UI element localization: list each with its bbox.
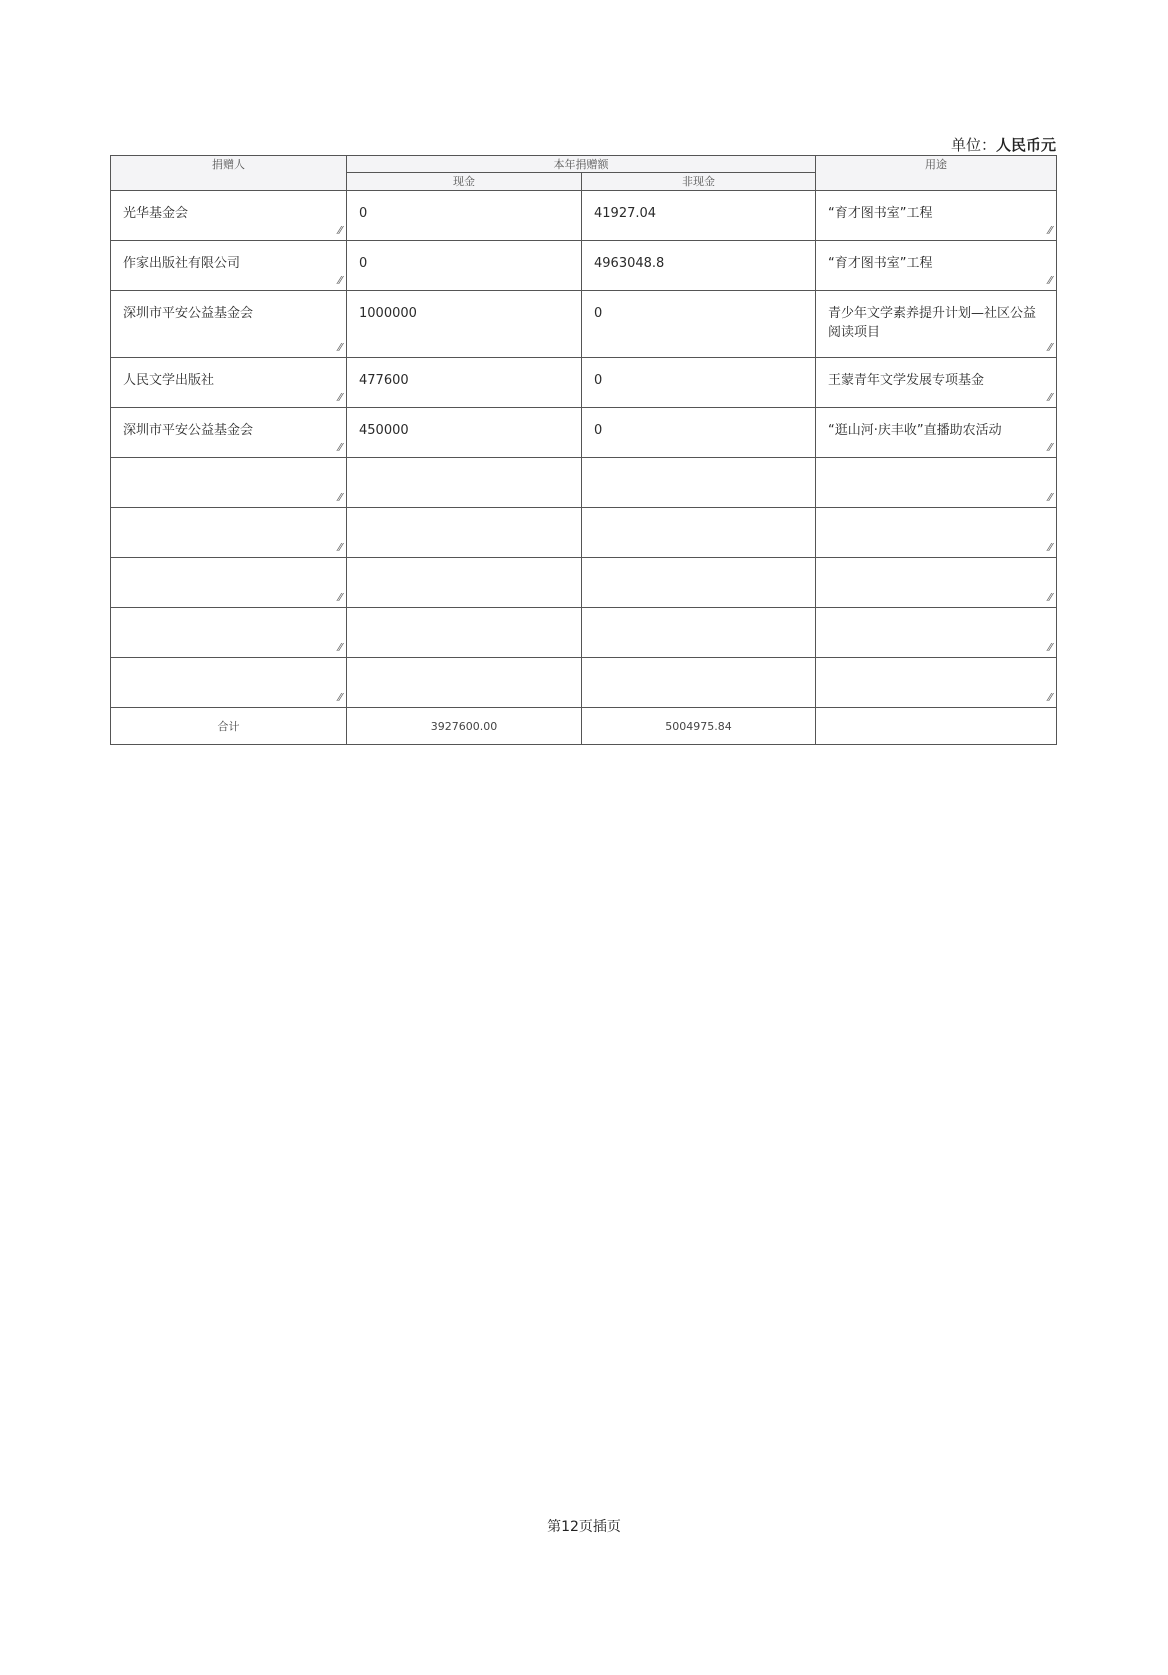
- cash-cell[interactable]: [347, 458, 582, 508]
- donor-cell[interactable]: [111, 658, 347, 708]
- cash-cell[interactable]: [347, 408, 582, 458]
- table-row: [111, 241, 1057, 291]
- donor-cell[interactable]: [111, 408, 347, 458]
- donor-cell[interactable]: [111, 191, 347, 241]
- non-cash-text: [582, 658, 815, 672]
- non-cash-text: 0: [594, 306, 603, 321]
- purpose-text: [816, 558, 1056, 572]
- resize-grip-icon[interactable]: ⁄⁄: [338, 274, 342, 287]
- cash-text: [347, 458, 581, 472]
- donations-table: [110, 155, 1057, 745]
- non-cash-cell[interactable]: [582, 291, 816, 358]
- cash-text: 0: [359, 206, 368, 221]
- resize-grip-icon[interactable]: ⁄⁄: [338, 341, 342, 354]
- resize-grip-icon[interactable]: ⁄⁄: [1048, 274, 1052, 287]
- header-purpose: 用途: [816, 156, 1057, 191]
- resize-grip-icon[interactable]: ⁄⁄: [1048, 641, 1052, 654]
- cash-cell[interactable]: [347, 241, 582, 291]
- donor-cell[interactable]: [111, 608, 347, 658]
- non-cash-cell[interactable]: [582, 508, 816, 558]
- non-cash-cell[interactable]: [582, 458, 816, 508]
- unit-label-prefix: 单位：: [950, 136, 996, 154]
- total-label: 合计: [111, 708, 347, 745]
- resize-grip-icon[interactable]: ⁄⁄: [338, 591, 342, 604]
- resize-grip-icon[interactable]: ⁄⁄: [1048, 591, 1052, 604]
- purpose-text: 王蒙青年文学发展专项基金: [828, 373, 985, 388]
- purpose-text: 青少年文学素养提升计划—社区公益阅读项目: [828, 306, 1037, 340]
- donor-cell[interactable]: [111, 558, 347, 608]
- table-row: [111, 191, 1057, 241]
- purpose-text: “育才图书室”工程: [828, 256, 933, 271]
- header-cash: 现金: [347, 173, 582, 191]
- purpose-cell[interactable]: [816, 358, 1057, 408]
- resize-grip-icon[interactable]: ⁄⁄: [338, 541, 342, 554]
- cash-text: 1000000: [359, 306, 417, 321]
- purpose-text: “逛山河·庆丰收”直播助农活动: [828, 423, 1002, 438]
- page-number: 第12页插页: [547, 1519, 621, 1535]
- cash-cell[interactable]: [347, 608, 582, 658]
- purpose-cell[interactable]: [816, 191, 1057, 241]
- table-row: [111, 658, 1057, 708]
- donor-cell[interactable]: [111, 291, 347, 358]
- non-cash-text: 4963048.8: [594, 256, 665, 271]
- non-cash-text: [582, 558, 815, 572]
- donor-cell[interactable]: [111, 458, 347, 508]
- cash-cell[interactable]: [347, 358, 582, 408]
- purpose-cell[interactable]: [816, 658, 1057, 708]
- purpose-text: [816, 608, 1056, 622]
- resize-grip-icon[interactable]: ⁄⁄: [1048, 224, 1052, 237]
- non-cash-text: 41927.04: [594, 206, 657, 221]
- donor-text: 光华基金会: [123, 206, 189, 221]
- resize-grip-icon[interactable]: ⁄⁄: [1048, 541, 1052, 554]
- resize-grip-icon[interactable]: ⁄⁄: [338, 224, 342, 237]
- donor-cell[interactable]: [111, 508, 347, 558]
- header-non-cash: 非现金: [582, 173, 816, 191]
- purpose-cell[interactable]: [816, 558, 1057, 608]
- donor-text: 深圳市平安公益基金会: [123, 423, 254, 438]
- resize-grip-icon[interactable]: ⁄⁄: [1048, 341, 1052, 354]
- cash-cell[interactable]: [347, 508, 582, 558]
- total-purpose: [816, 708, 1057, 745]
- table-row: [111, 291, 1057, 358]
- resize-grip-icon[interactable]: ⁄⁄: [338, 491, 342, 504]
- non-cash-cell[interactable]: [582, 408, 816, 458]
- resize-grip-icon[interactable]: ⁄⁄: [338, 391, 342, 404]
- donor-text: 深圳市平安公益基金会: [123, 306, 254, 321]
- unit-label-value: 人民币元: [995, 136, 1056, 154]
- cash-text: 450000: [359, 423, 409, 438]
- purpose-text: [816, 458, 1056, 472]
- cash-text: 477600: [359, 373, 409, 388]
- cash-text: [347, 508, 581, 522]
- resize-grip-icon[interactable]: ⁄⁄: [338, 641, 342, 654]
- non-cash-text: [582, 458, 815, 472]
- non-cash-text: [582, 508, 815, 522]
- table-row: [111, 408, 1057, 458]
- purpose-text: [816, 658, 1056, 672]
- donor-text: 作家出版社有限公司: [123, 256, 241, 271]
- resize-grip-icon[interactable]: ⁄⁄: [1048, 391, 1052, 404]
- non-cash-cell[interactable]: [582, 358, 816, 408]
- cash-cell[interactable]: [347, 658, 582, 708]
- unit-label: [951, 134, 1056, 155]
- non-cash-text: 0: [594, 373, 603, 388]
- cash-cell[interactable]: [347, 558, 582, 608]
- purpose-cell[interactable]: [816, 458, 1057, 508]
- purpose-cell[interactable]: [816, 291, 1057, 358]
- donor-cell[interactable]: [111, 358, 347, 408]
- resize-grip-icon[interactable]: ⁄⁄: [338, 441, 342, 454]
- donor-text: [111, 608, 346, 622]
- cash-cell[interactable]: [347, 191, 582, 241]
- cash-cell[interactable]: [347, 291, 582, 358]
- donor-text: [111, 508, 346, 522]
- purpose-cell[interactable]: [816, 241, 1057, 291]
- purpose-text: “育才图书室”工程: [828, 206, 933, 221]
- donor-text: 人民文学出版社: [123, 373, 215, 388]
- table-row: [111, 508, 1057, 558]
- donor-cell[interactable]: [111, 241, 347, 291]
- non-cash-cell[interactable]: [582, 558, 816, 608]
- cash-text: 0: [359, 256, 368, 271]
- total-cash: 3927600.00: [347, 708, 582, 745]
- table-row: [111, 608, 1057, 658]
- resize-grip-icon[interactable]: ⁄⁄: [1048, 691, 1052, 704]
- purpose-cell[interactable]: [816, 608, 1057, 658]
- non-cash-cell[interactable]: [582, 608, 816, 658]
- header-amount-group: 本年捐赠额: [347, 156, 816, 173]
- non-cash-cell[interactable]: [582, 191, 816, 241]
- resize-grip-icon[interactable]: ⁄⁄: [1048, 491, 1052, 504]
- non-cash-cell[interactable]: [582, 241, 816, 291]
- table-row: [111, 358, 1057, 408]
- total-non-cash: 5004975.84: [582, 708, 816, 745]
- table-row: [111, 558, 1057, 608]
- cash-text: [347, 558, 581, 572]
- cash-text: [347, 658, 581, 672]
- total-row: [111, 708, 1057, 745]
- non-cash-text: [582, 608, 815, 622]
- purpose-text: [816, 508, 1056, 522]
- resize-grip-icon[interactable]: ⁄⁄: [1048, 441, 1052, 454]
- non-cash-text: 0: [594, 423, 603, 438]
- non-cash-cell[interactable]: [582, 658, 816, 708]
- header-donor: 捐赠人: [111, 156, 347, 191]
- resize-grip-icon[interactable]: ⁄⁄: [338, 691, 342, 704]
- donor-text: [111, 558, 346, 572]
- purpose-cell[interactable]: [816, 508, 1057, 558]
- cash-text: [347, 608, 581, 622]
- table-row: [111, 458, 1057, 508]
- purpose-cell[interactable]: [816, 408, 1057, 458]
- donor-text: [111, 658, 346, 672]
- donor-text: [111, 458, 346, 472]
